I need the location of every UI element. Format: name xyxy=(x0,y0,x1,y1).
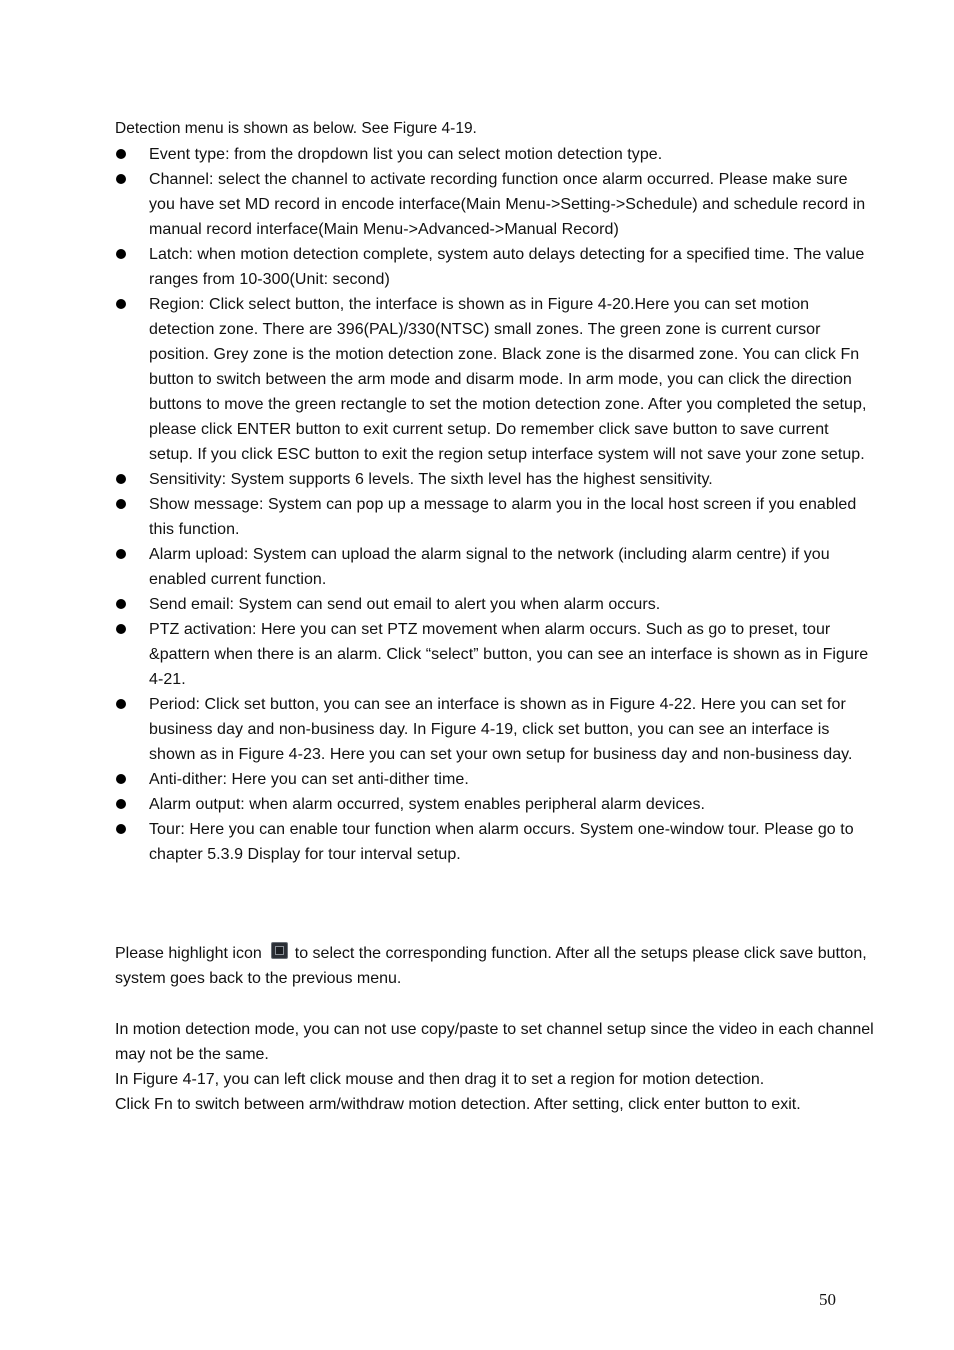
bullet-channel xyxy=(115,167,875,242)
bullet-latch xyxy=(115,242,875,292)
bullet-send-email xyxy=(115,592,875,617)
bullet-dot-icon xyxy=(116,149,126,159)
bullet-dot-icon xyxy=(116,474,126,484)
bullet-dot-icon xyxy=(116,499,126,509)
fn-paragraph: Click Fn to switch between arm/withdraw motion detection. After setting, click enter button to exit. xyxy=(115,1096,801,1113)
highlight-text-after: to select the corresponding function. After all the setups please click save button, system goes back to the previous menu. xyxy=(115,945,867,987)
bullet-ptz-activation xyxy=(115,617,875,692)
bullet-text: Tour: Here you can enable tour function when alarm occurs. System one-window tour. Please go to chapter 5.3.9 Display for tour interval setup. xyxy=(149,821,854,863)
bullet-text: Channel: select the channel to activate recording function once alarm occurred. Please make sure you have set MD record in encode interface(Main Menu->Setting->Schedule) and schedule record in manual record interface(Main Menu->Advanced->Manual Record) xyxy=(149,171,866,238)
bullet-text: Event type: from the dropdown list you can select motion detection type. xyxy=(149,146,663,163)
intro-text: Detection menu is shown as below. See Figure 4-19. xyxy=(115,120,477,137)
bullet-dot-icon xyxy=(116,249,126,259)
bullet-period xyxy=(115,692,875,767)
bullet-anti-dither xyxy=(115,767,875,792)
page-number: 50 xyxy=(819,1290,836,1309)
bullet-text: Anti-dither: Here you can set anti-dither time. xyxy=(149,771,469,788)
bullet-dot-icon xyxy=(116,799,126,809)
highlight-square-icon xyxy=(271,942,288,959)
motion-mode-paragraph: In motion detection mode, you can not use copy/paste to set channel setup since the video in each channel may not be the same. xyxy=(115,1021,874,1063)
bullet-region xyxy=(115,292,875,467)
bullet-dot-icon xyxy=(116,824,126,834)
bullet-text: Latch: when motion detection complete, system auto delays detecting for a specified time. The value ranges from 10-300(Unit: second) xyxy=(149,246,865,288)
bullet-dot-icon xyxy=(116,299,126,309)
bullet-alarm-upload xyxy=(115,542,875,592)
figure-paragraph: In Figure 4-17, you can left click mouse and then drag it to set a region for motion detection. xyxy=(115,1071,765,1088)
bullet-text: Sensitivity: System supports 6 levels. The sixth level has the highest sensitivity. xyxy=(149,471,713,488)
bullet-dot-icon xyxy=(116,599,126,609)
bullet-tour xyxy=(115,817,875,867)
motion-paragraphs xyxy=(115,1017,885,1117)
highlight-paragraph xyxy=(115,941,885,991)
bullet-alarm-output xyxy=(115,792,875,817)
bullet-text: Period: Click set button, you can see an interface is shown as in Figure 4-22. Here you can set for business day and non-business day. In Figure 4-19, click set button, you can see an interface is shown as in Figure 4-23. Here you can set your own setup for business day and non-business day. xyxy=(149,696,853,763)
bullet-dot-icon xyxy=(116,549,126,559)
bullet-dot-icon xyxy=(116,699,126,709)
highlight-text-before: Please highlight icon xyxy=(115,945,262,962)
bullet-text: PTZ activation: Here you can set PTZ movement when alarm occurs. Such as go to preset, tour &pattern when there is an alarm. Click “select” button, you can see an interface is shown as in Figure 4-21. xyxy=(149,621,869,688)
bullet-show-message xyxy=(115,492,875,542)
bullet-dot-icon xyxy=(116,774,126,784)
bullet-event-type xyxy=(115,142,875,167)
bullet-text: Alarm upload: System can upload the alarm signal to the network (including alarm centre) if you enabled current function. xyxy=(149,546,830,588)
bullet-dot-icon xyxy=(116,624,126,634)
bullet-text: Alarm output: when alarm occurred, system enables peripheral alarm devices. xyxy=(149,796,705,813)
bullet-text: Show message: System can pop up a message to alarm you in the local host screen if you enabled this function. xyxy=(149,496,857,538)
bullet-dot-icon xyxy=(116,174,126,184)
bullet-list xyxy=(115,142,875,867)
bullet-text: Send email: System can send out email to alert you when alarm occurs. xyxy=(149,596,661,613)
bullet-sensitivity xyxy=(115,467,875,492)
bullet-text: Region: Click select button, the interface is shown as in Figure 4-20.Here you can set motion detection zone. There are 396(PAL)/330(NTSC) small zones. The green zone is current cursor position. Grey zone is the motion detection zone. Black zone is the disarmed zone. You can click Fn button to switch between the arm mode and disarm mode. In arm mode, you can click the direction buttons to move the green rectangle to set the motion detection zone. After you completed the setup, please click ENTER button to exit current setup. Do remember click save button to save current setup. If you click ESC button to exit the region setup interface system will not save your zone setup. xyxy=(149,296,867,463)
